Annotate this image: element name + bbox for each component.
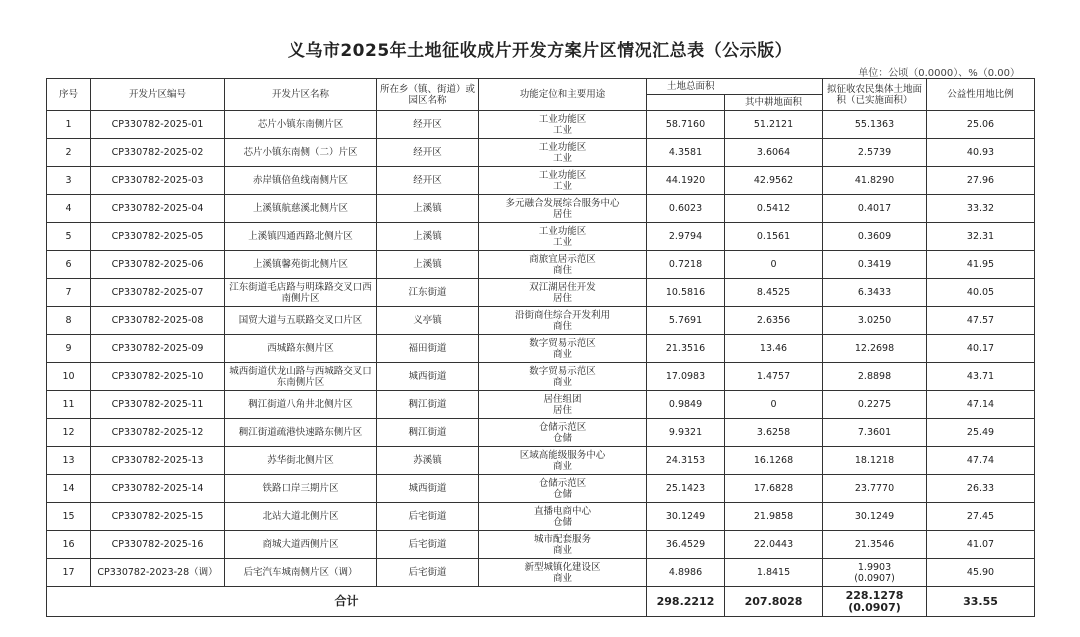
- cell-collective: 41.8290: [823, 167, 927, 195]
- cell-ratio: 41.07: [927, 531, 1035, 559]
- cell-seq: 1: [47, 111, 91, 139]
- func-use: 商业: [552, 544, 572, 556]
- header-code: 开发片区编号: [91, 79, 225, 111]
- cell-area: 10.5816: [647, 279, 725, 307]
- cell-func: [479, 139, 647, 167]
- func-position: 工业功能区: [538, 169, 587, 181]
- func-use: 工业: [552, 124, 572, 136]
- total-row: [47, 587, 1035, 617]
- cell-name: 苏华街北侧片区: [225, 447, 377, 475]
- cell-town: 上溪镇: [377, 195, 479, 223]
- cell-area: 9.9321: [647, 419, 725, 447]
- table-row: [47, 363, 1035, 391]
- cell-collective: 21.3546: [823, 531, 927, 559]
- cell-func: [479, 251, 647, 279]
- cell-name: 后宅汽车城南侧片区（调）: [225, 559, 377, 587]
- cell-arable: 2.6356: [725, 307, 823, 335]
- cell-area: 24.3153: [647, 447, 725, 475]
- cell-area: 2.9794: [647, 223, 725, 251]
- func-position: 区域高能级服务中心: [519, 449, 606, 461]
- cell-ratio: 27.45: [927, 503, 1035, 531]
- cell-func: [479, 363, 647, 391]
- cell-ratio: 26.33: [927, 475, 1035, 503]
- func-use: 商住: [552, 320, 572, 332]
- cell-arable: 21.9858: [725, 503, 823, 531]
- table-row: [47, 475, 1035, 503]
- table-row: [47, 531, 1035, 559]
- cell-name: 商城大道西侧片区: [225, 531, 377, 559]
- cell-arable: 17.6828: [725, 475, 823, 503]
- cell-name: 铁路口岸三期片区: [225, 475, 377, 503]
- cell-seq: 15: [47, 503, 91, 531]
- cell-seq: 13: [47, 447, 91, 475]
- cell-town: 稠江街道: [377, 391, 479, 419]
- func-position: 工业功能区: [538, 141, 587, 153]
- table-row: [47, 503, 1035, 531]
- cell-town: 经开区: [377, 139, 479, 167]
- cell-seq: 14: [47, 475, 91, 503]
- cell-ratio: 40.17: [927, 335, 1035, 363]
- cell-code: CP330782-2025-06: [91, 251, 225, 279]
- table-row: [47, 447, 1035, 475]
- func-position: 多元融合发展综合服务中心: [505, 197, 620, 209]
- func-position: 商旅宜居示范区: [529, 253, 596, 265]
- cell-town: 后宅街道: [377, 531, 479, 559]
- cell-arable: 22.0443: [725, 531, 823, 559]
- cell-collective: 30.1249: [823, 503, 927, 531]
- cell-func: [479, 391, 647, 419]
- cell-ratio: 41.95: [927, 251, 1035, 279]
- total-collective-implemented: (0.0907): [848, 600, 901, 614]
- cell-area: 21.3516: [647, 335, 725, 363]
- cell-area: 58.7160: [647, 111, 725, 139]
- cell-code: CP330782-2025-09: [91, 335, 225, 363]
- cell-func: [479, 195, 647, 223]
- cell-arable: 0.5412: [725, 195, 823, 223]
- func-use: 商住: [552, 264, 572, 276]
- func-position: 工业功能区: [538, 113, 587, 125]
- cell-ratio: 47.14: [927, 391, 1035, 419]
- cell-code: CP330782-2025-10: [91, 363, 225, 391]
- cell-seq: 11: [47, 391, 91, 419]
- cell-collective: 0.2275: [823, 391, 927, 419]
- cell-town: 城西街道: [377, 475, 479, 503]
- cell-town: 苏溪镇: [377, 447, 479, 475]
- cell-ratio: 27.96: [927, 167, 1035, 195]
- cell-town: 城西街道: [377, 363, 479, 391]
- cell-area: 17.0983: [647, 363, 725, 391]
- func-position: 双江湖居住开发: [529, 281, 596, 293]
- table-row: [47, 335, 1035, 363]
- cell-town: 后宅街道: [377, 559, 479, 587]
- func-position: 城市配套服务: [533, 533, 591, 545]
- func-use: 居住: [552, 208, 572, 220]
- cell-func: [479, 223, 647, 251]
- cell-code: CP330782-2023-28（调）: [91, 559, 225, 587]
- cell-code: CP330782-2025-03: [91, 167, 225, 195]
- table-row: [47, 279, 1035, 307]
- unit-note: 单位：公顷（0.0000）、%（0.00）: [858, 68, 1020, 79]
- cell-func: [479, 307, 647, 335]
- cell-code: CP330782-2025-12: [91, 419, 225, 447]
- func-use: 仓储: [552, 516, 572, 528]
- cell-name: 城西街道伏龙山路与西城路交叉口东南侧片区: [225, 363, 377, 391]
- cell-arable: 8.4525: [725, 279, 823, 307]
- total-collective: [823, 587, 927, 617]
- cell-area: 44.1920: [647, 167, 725, 195]
- cell-town: 上溪镇: [377, 223, 479, 251]
- cell-town: 江东街道: [377, 279, 479, 307]
- func-use: 商业: [552, 572, 572, 584]
- cell-ratio: 43.71: [927, 363, 1035, 391]
- func-position: 居住组团: [543, 393, 582, 405]
- cell-func: [479, 559, 647, 587]
- cell-func: [479, 531, 647, 559]
- cell-func: [479, 111, 647, 139]
- cell-arable: 42.9562: [725, 167, 823, 195]
- cell-seq: 5: [47, 223, 91, 251]
- cell-seq: 12: [47, 419, 91, 447]
- cell-town: 经开区: [377, 167, 479, 195]
- table-row: [47, 419, 1035, 447]
- total-label: 合计: [47, 587, 647, 617]
- cell-collective: 12.2698: [823, 335, 927, 363]
- cell-area: 5.7691: [647, 307, 725, 335]
- cell-collective: 3.0250: [823, 307, 927, 335]
- cell-name: 芯片小镇东南侧（二）片区: [225, 139, 377, 167]
- cell-name: 国贸大道与五联路交叉口片区: [225, 307, 377, 335]
- table-row: [47, 195, 1035, 223]
- func-use: 仓储: [552, 488, 572, 500]
- cell-name: 稠江街道疏港快速路东侧片区: [225, 419, 377, 447]
- cell-collective: 6.3433: [823, 279, 927, 307]
- cell-arable: 0.1561: [725, 223, 823, 251]
- cell-town: 义亭镇: [377, 307, 479, 335]
- cell-code: CP330782-2025-11: [91, 391, 225, 419]
- cell-area: 4.3581: [647, 139, 725, 167]
- cell-code: CP330782-2025-16: [91, 531, 225, 559]
- cell-func: [479, 167, 647, 195]
- func-use: 商业: [552, 348, 572, 360]
- cell-code: CP330782-2025-08: [91, 307, 225, 335]
- func-position: 沿街商住综合开发利用: [514, 309, 610, 321]
- summary-table: [46, 78, 1035, 617]
- cell-ratio: 47.57: [927, 307, 1035, 335]
- cell-town: 福田街道: [377, 335, 479, 363]
- cell-collective: 2.5739: [823, 139, 927, 167]
- cell-seq: 17: [47, 559, 91, 587]
- func-position: 数字贸易示范区: [529, 365, 596, 377]
- table-row: [47, 111, 1035, 139]
- cell-area: 4.8986: [647, 559, 725, 587]
- cell-seq: 3: [47, 167, 91, 195]
- header-seq: 序号: [47, 79, 91, 111]
- cell-name: 芯片小镇东南侧片区: [225, 111, 377, 139]
- header-collective: 拟征收农民集体土地面积（已实施面积）: [823, 79, 927, 111]
- table-row: [47, 167, 1035, 195]
- func-use: 居住: [552, 292, 572, 304]
- cell-town: 后宅街道: [377, 503, 479, 531]
- total-area: 298.2212: [647, 587, 725, 617]
- cell-arable: 13.46: [725, 335, 823, 363]
- cell-seq: 8: [47, 307, 91, 335]
- cell-collective: 0.3609: [823, 223, 927, 251]
- func-use: 仓储: [552, 432, 572, 444]
- cell-area: 30.1249: [647, 503, 725, 531]
- cell-collective: 23.7770: [823, 475, 927, 503]
- cell-arable: 1.8415: [725, 559, 823, 587]
- cell-area: 36.4529: [647, 531, 725, 559]
- cell-ratio: 33.32: [927, 195, 1035, 223]
- cell-seq: 6: [47, 251, 91, 279]
- func-position: 仓储示范区: [538, 421, 587, 433]
- cell-collective: 0.4017: [823, 195, 927, 223]
- table-row: [47, 139, 1035, 167]
- header-total-area: 土地总面积: [647, 79, 823, 95]
- cell-name: 江东街道毛店路与明珠路交叉口西南侧片区: [225, 279, 377, 307]
- cell-area: 0.6023: [647, 195, 725, 223]
- cell-ratio: 25.49: [927, 419, 1035, 447]
- cell-name: 上溪镇馨苑街北侧片区: [225, 251, 377, 279]
- cell-func: [479, 419, 647, 447]
- func-position: 直播电商中心: [533, 505, 591, 517]
- header-arable: 其中耕地面积: [725, 95, 823, 111]
- cell-name: 上溪镇四通西路北侧片区: [225, 223, 377, 251]
- cell-seq: 16: [47, 531, 91, 559]
- cell-code: CP330782-2025-02: [91, 139, 225, 167]
- table-row: [47, 307, 1035, 335]
- cell-ratio: 32.31: [927, 223, 1035, 251]
- cell-code: CP330782-2025-01: [91, 111, 225, 139]
- collective-implemented: (0.0907): [854, 572, 895, 584]
- cell-area: 0.9849: [647, 391, 725, 419]
- header-func: 功能定位和主要用途: [479, 79, 647, 111]
- func-use: 商业: [552, 460, 572, 472]
- total-arable: 207.8028: [725, 587, 823, 617]
- cell-seq: 7: [47, 279, 91, 307]
- cell-func: [479, 335, 647, 363]
- cell-func: [479, 447, 647, 475]
- cell-seq: 10: [47, 363, 91, 391]
- func-use: 工业: [552, 152, 572, 164]
- cell-func: [479, 279, 647, 307]
- cell-collective: 0.3419: [823, 251, 927, 279]
- cell-arable: 0: [725, 391, 823, 419]
- header-total-area-sub: [647, 95, 725, 111]
- header-town: 所在乡（镇、街道）或园区名称: [377, 79, 479, 111]
- cell-arable: 16.1268: [725, 447, 823, 475]
- cell-code: CP330782-2025-15: [91, 503, 225, 531]
- func-use: 工业: [552, 180, 572, 192]
- cell-town: 稠江街道: [377, 419, 479, 447]
- cell-collective: 2.8898: [823, 363, 927, 391]
- cell-name: 赤岸镇倍鱼线南侧片区: [225, 167, 377, 195]
- cell-code: CP330782-2025-13: [91, 447, 225, 475]
- func-position: 仓储示范区: [538, 477, 587, 489]
- func-position: 新型城镇化建设区: [524, 561, 601, 573]
- table-row: [47, 223, 1035, 251]
- total-collective-value: 228.1278: [845, 588, 904, 602]
- cell-seq: 2: [47, 139, 91, 167]
- cell-area: 0.7218: [647, 251, 725, 279]
- header-name: 开发片区名称: [225, 79, 377, 111]
- cell-func: [479, 503, 647, 531]
- cell-seq: 9: [47, 335, 91, 363]
- cell-collective: 55.1363: [823, 111, 927, 139]
- cell-collective: [823, 559, 927, 587]
- func-position: 工业功能区: [538, 225, 587, 237]
- total-ratio: 33.55: [927, 587, 1035, 617]
- cell-town: 上溪镇: [377, 251, 479, 279]
- cell-arable: 51.2121: [725, 111, 823, 139]
- cell-arable: 1.4757: [725, 363, 823, 391]
- cell-arable: 3.6258: [725, 419, 823, 447]
- cell-code: CP330782-2025-04: [91, 195, 225, 223]
- cell-code: CP330782-2025-14: [91, 475, 225, 503]
- cell-ratio: 47.74: [927, 447, 1035, 475]
- header-ratio: 公益性用地比例: [927, 79, 1035, 111]
- func-use: 商业: [552, 376, 572, 388]
- table-row: [47, 391, 1035, 419]
- cell-code: CP330782-2025-05: [91, 223, 225, 251]
- cell-arable: 3.6064: [725, 139, 823, 167]
- func-use: 居住: [552, 404, 572, 416]
- cell-collective: 18.1218: [823, 447, 927, 475]
- cell-arable: 0: [725, 251, 823, 279]
- collective-value: 1.9903: [857, 561, 892, 573]
- cell-name: 稠江街道八角井北侧片区: [225, 391, 377, 419]
- cell-ratio: 40.93: [927, 139, 1035, 167]
- cell-name: 北站大道北侧片区: [225, 503, 377, 531]
- cell-code: CP330782-2025-07: [91, 279, 225, 307]
- table-row: [47, 559, 1035, 587]
- cell-area: 25.1423: [647, 475, 725, 503]
- func-use: 工业: [552, 236, 572, 248]
- cell-ratio: 40.05: [927, 279, 1035, 307]
- cell-name: 西城路东侧片区: [225, 335, 377, 363]
- table-row: [47, 251, 1035, 279]
- cell-seq: 4: [47, 195, 91, 223]
- cell-ratio: 25.06: [927, 111, 1035, 139]
- func-position: 数字贸易示范区: [529, 337, 596, 349]
- cell-func: [479, 475, 647, 503]
- cell-collective: 7.3601: [823, 419, 927, 447]
- cell-ratio: 45.90: [927, 559, 1035, 587]
- cell-name: 上溪镇航慈溪北侧片区: [225, 195, 377, 223]
- cell-town: 经开区: [377, 111, 479, 139]
- page-title: 义乌市2025年土地征收成片开发方案片区情况汇总表（公示版）: [287, 41, 793, 61]
